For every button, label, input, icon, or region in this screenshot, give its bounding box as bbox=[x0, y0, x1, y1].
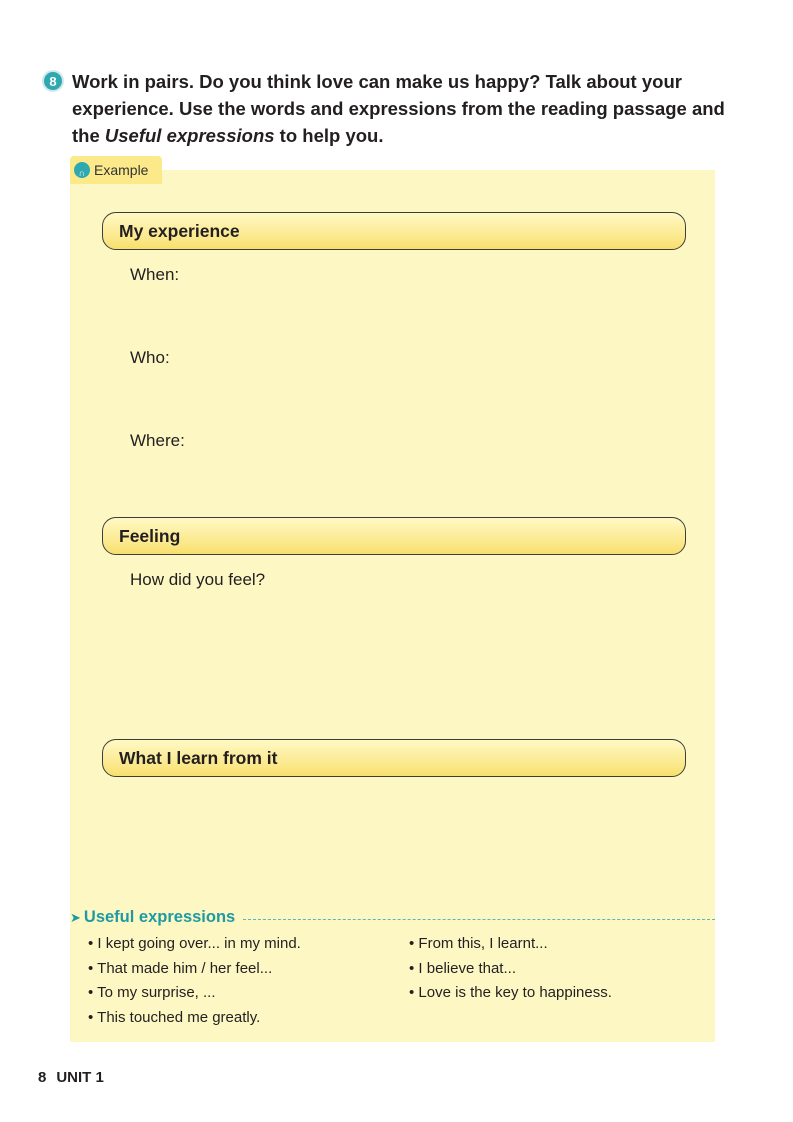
list-item: • That made him / her feel... bbox=[88, 957, 301, 982]
task-prompt-part1: Work in pairs. Do you think love can make us happy? Talk about your experience. Use the words and expressions from the reading passage and the bbox=[72, 71, 725, 146]
task-instruction bbox=[42, 68, 742, 149]
section-what-i-learn: What I learn from it bbox=[102, 739, 686, 777]
field-when: When: bbox=[130, 265, 180, 284]
list-item: • I believe that... bbox=[409, 957, 612, 982]
useful-expressions bbox=[70, 908, 715, 1026]
list-item: • This touched me greatly. bbox=[88, 1006, 301, 1031]
task-number-badge: 8 bbox=[42, 70, 64, 92]
useful-expressions-title: Useful expressions bbox=[83, 908, 236, 926]
section-my-experience: My experience bbox=[102, 212, 686, 250]
task-prompt-em: Useful expressions bbox=[104, 125, 275, 146]
arrow-right-icon: ➤ bbox=[70, 909, 81, 925]
example-tab bbox=[70, 156, 162, 184]
field-who: Who: bbox=[130, 348, 170, 367]
section-feeling: Feeling bbox=[102, 517, 686, 555]
task-prompt bbox=[72, 68, 742, 149]
list-item: • Love is the key to happiness. bbox=[409, 981, 612, 1006]
useful-expressions-heading bbox=[70, 908, 715, 927]
example-panel bbox=[70, 170, 715, 1042]
task-prompt-part2: to help you. bbox=[274, 125, 384, 146]
list-item: • I kept going over... in my mind. bbox=[88, 932, 301, 957]
page-number: 8 bbox=[38, 1069, 47, 1086]
unit-label: UNIT 1 bbox=[56, 1069, 104, 1086]
expressions-left-list bbox=[88, 932, 301, 1030]
expressions-right-list bbox=[409, 932, 612, 1006]
feeling-question: How did you feel? bbox=[130, 570, 266, 589]
page-footer bbox=[38, 1069, 104, 1086]
field-where: Where: bbox=[130, 431, 185, 450]
dashed-divider bbox=[243, 919, 715, 920]
example-label: Example bbox=[94, 162, 149, 178]
headphones-icon: ∩ bbox=[74, 162, 90, 178]
list-item: • To my surprise, ... bbox=[88, 981, 301, 1006]
list-item: • From this, I learnt... bbox=[409, 932, 612, 957]
